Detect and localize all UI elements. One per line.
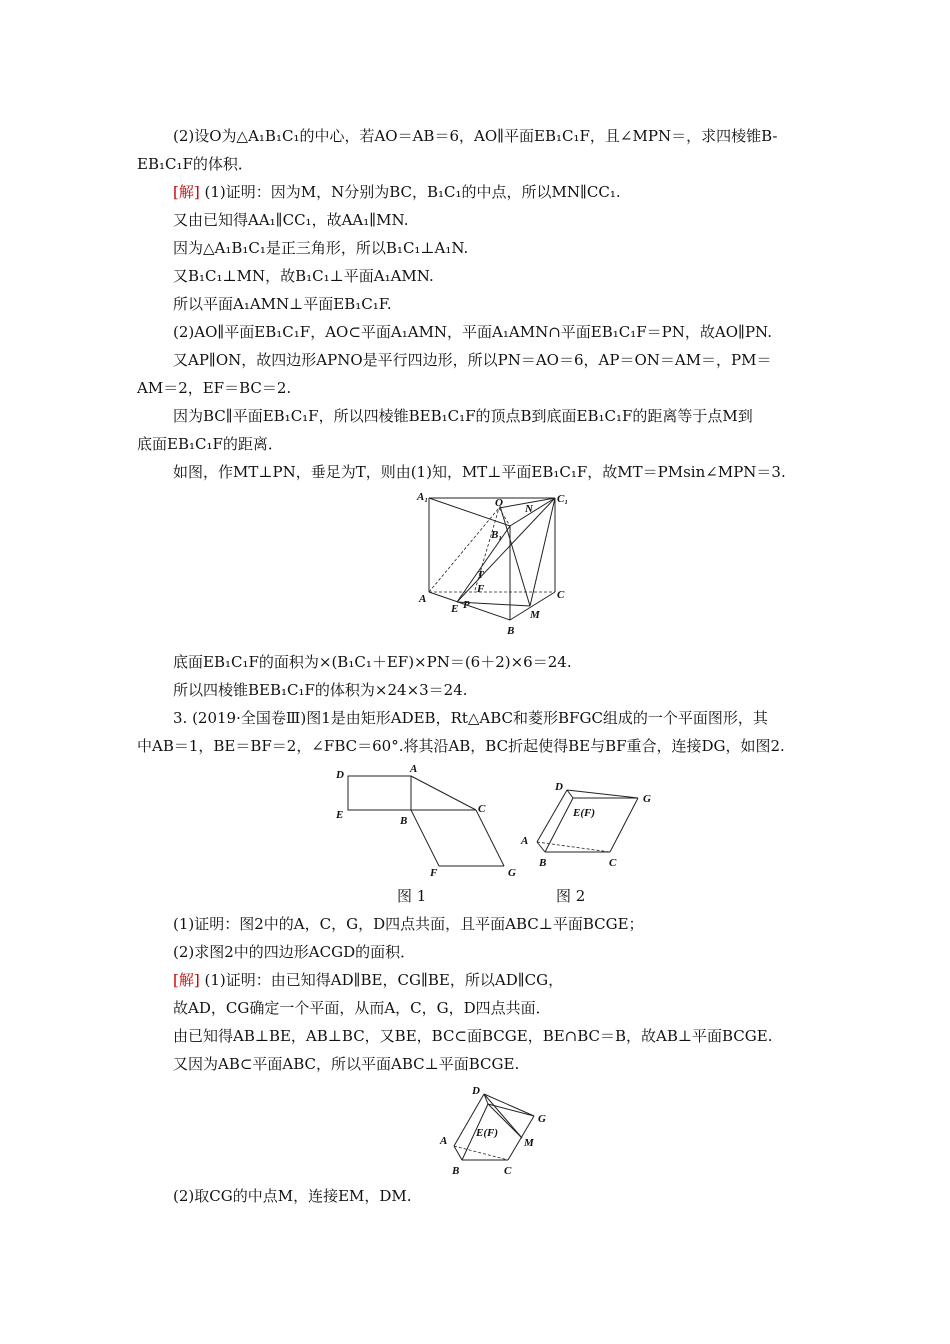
prism-figure — [415, 488, 575, 640]
figure-caption: 图 1 — [397, 887, 427, 905]
text-line: 又B₁C₁⊥MN，故B₁C₁⊥平面A₁AMN. — [173, 267, 434, 285]
point-label: B — [507, 625, 515, 637]
text-line: 中AB＝1，BE＝BF＝2，∠FBC＝60°.将其沿AB，BC折起使得BE与BF重合，连接DG，如图2. — [137, 737, 785, 755]
point-label: N — [525, 503, 533, 515]
text-line: 由已知得AB⊥BE，AB⊥BC，又BE，BC⊂面BCGE，BE∩BC＝B，故AB⊥平面BCGE. — [173, 1027, 773, 1045]
folded-figure — [515, 772, 665, 874]
text-line — [173, 970, 563, 990]
point-label: A — [410, 763, 418, 775]
point-label: C — [557, 589, 565, 601]
point-label: G — [508, 867, 516, 879]
point-label: E — [451, 603, 459, 615]
text-line: (2)AO∥平面EB₁C₁F，AO⊂平面A₁AMN，平面A₁AMN∩平面EB₁C₁F＝PN，故AO∥PN. — [173, 323, 772, 341]
text-line: (2)求图2中的四边形ACGD的面积． — [173, 943, 416, 961]
text-line: 因为△A₁B₁C₁是正三角形，所以B₁C₁⊥A₁N. — [173, 239, 469, 257]
point-label: C — [478, 803, 486, 815]
point-label: B — [539, 857, 547, 869]
point-label: B — [400, 815, 408, 827]
text-line: 如图，作MT⊥PN，垂足为T，则由(1)知，MT⊥平面EB₁C₁F，故MT＝PMsin∠MPN＝3. — [173, 463, 786, 481]
folded-figure-with-midpoint — [432, 1080, 562, 1180]
point-label: D — [472, 1085, 480, 1097]
text-line: 底面EB₁C₁F的距离． — [137, 435, 283, 453]
point-label: G — [538, 1113, 546, 1125]
point-label: B₁ — [491, 529, 503, 541]
point-label: F — [477, 583, 485, 595]
point-label: F — [430, 867, 438, 879]
text-line: EB₁C₁F的体积． — [137, 155, 253, 173]
text-line: 又因为AB⊂平面ABC，所以平面ABC⊥平面BCGE. — [173, 1055, 520, 1073]
text-line — [173, 182, 621, 202]
point-label: C — [609, 857, 617, 869]
text-line: (1)证明：图2中的A，C，G，D四点共面，且平面ABC⊥平面BCGE； — [173, 915, 644, 933]
point-label: C — [504, 1165, 512, 1177]
point-label: P — [463, 599, 470, 611]
figure-caption: 图 2 — [556, 887, 586, 905]
solution-tag: [解] — [173, 971, 200, 989]
point-label: O — [495, 497, 503, 509]
point-label: G — [643, 793, 651, 805]
text-line: AM＝2，EF＝BC＝2. — [137, 379, 292, 397]
text-line: 又AP∥ON，故四边形APNO是平行四边形，所以PN＝AO＝6，AP＝ON＝AM＝，PM＝ — [173, 351, 772, 369]
text-span: (1)证明：由已知得AD∥BE，CG∥BE，所以AD∥CG， — [199, 971, 564, 989]
point-label: A — [440, 1135, 448, 1147]
point-label: A₁ — [417, 491, 429, 503]
flat-figure — [330, 762, 530, 882]
text-line: 又由已知得AA₁∥CC₁，故AA₁∥MN. — [173, 211, 409, 229]
point-label: E(F) — [476, 1127, 498, 1139]
text-line: 底面EB₁C₁F的面积为×(B₁C₁＋EF)×PN＝(6＋2)×6＝24. — [173, 653, 572, 671]
point-label: E(F) — [573, 807, 595, 819]
text-span: (1)证明：因为M，N分别为BC，B₁C₁的中点，所以MN∥CC₁. — [199, 183, 621, 201]
point-label: D — [555, 781, 563, 793]
point-label: A — [419, 593, 427, 605]
point-label: D — [336, 769, 344, 781]
point-label: C₁ — [557, 493, 569, 505]
point-label: E — [336, 809, 344, 821]
text-line: (2)设O为△A₁B₁C₁的中心，若AO＝AB＝6，AO∥平面EB₁C₁F，且∠MPN＝，求四棱锥B- — [173, 127, 778, 145]
point-label: M — [530, 609, 540, 621]
text-line: 所以四棱锥BEB₁C₁F的体积为×24×3＝24. — [173, 681, 468, 699]
text-line: 因为BC∥平面EB₁C₁F，所以四棱锥BEB₁C₁F的顶点B到底面EB₁C₁F的距离等于点M到 — [173, 407, 753, 425]
point-label: M — [524, 1137, 534, 1149]
text-line: 故AD，CG确定一个平面，从而A，C，G，D四点共面． — [173, 999, 551, 1017]
point-label: A — [521, 835, 529, 847]
point-label: B — [452, 1165, 460, 1177]
solution-tag: [解] — [173, 183, 200, 201]
point-label: T — [477, 569, 484, 581]
text-line: 所以平面A₁AMN⊥平面EB₁C₁F. — [173, 295, 392, 313]
text-line: (2)取CG的中点M，连接EM，DM. — [173, 1187, 412, 1205]
text-line: 3. (2019·全国卷Ⅲ)图1是由矩形ADEB，Rt△ABC和菱形BFGC组成的一个平面图形，其 — [173, 709, 768, 727]
